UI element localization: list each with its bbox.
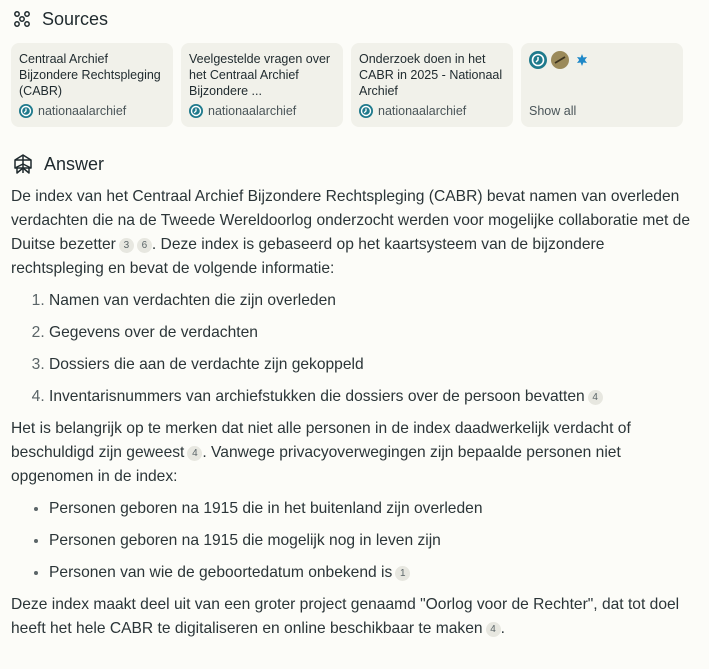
source-cards xyxy=(11,43,698,127)
source-card-domain xyxy=(359,104,466,118)
nationaalarchief-icon xyxy=(529,51,547,69)
source-card-domain-label: nationaalarchief xyxy=(378,104,467,118)
blue-star-icon xyxy=(573,51,591,69)
source-card-1[interactable] xyxy=(11,43,173,127)
perplexity-logo-icon xyxy=(12,153,34,175)
list-item xyxy=(49,353,698,377)
citation-badge[interactable]: 4 xyxy=(187,446,202,461)
paragraph-text: . Vanwege privacyoverwegingen zijn bepaalde personen niet opgenomen in de index: xyxy=(11,444,621,485)
answer-heading: Answer xyxy=(44,153,105,174)
excluded-list xyxy=(11,497,698,585)
list-item-text: Namen van verdachten die zijn overleden xyxy=(49,292,336,309)
show-all-sources-card[interactable] xyxy=(521,43,683,127)
source-card-title: Centraal Archief Bijzondere Rechtspleging (CABR) xyxy=(19,52,161,98)
source-card-domain-label: nationaalarchief xyxy=(38,104,127,118)
list-item xyxy=(49,385,698,409)
answer-paragraph-2 xyxy=(11,417,698,489)
paragraph-text: De index van het Centraal Archief Bijzondere Rechtspleging (CABR) bevat namen van overleden verdachten die na de Tweede Wereldoorlog onderzocht werden voor mogelijke collaboratie met de Duitse bezetter xyxy=(11,188,691,253)
nationaalarchief-icon xyxy=(189,104,203,118)
paragraph-text: Deze index maakt deel uit van een groter project genaamd "Oorlog voor de Rechter", dat tot doel heeft het hele CABR te digitaliseren en online beschikbaar te maken xyxy=(11,596,680,637)
citation-badge[interactable]: 6 xyxy=(137,238,152,253)
info-list xyxy=(11,289,698,409)
answer-paragraph-3 xyxy=(11,593,698,641)
answer-body xyxy=(11,185,698,641)
citation-badge[interactable]: 4 xyxy=(588,390,603,405)
sources-heading: Sources xyxy=(42,8,109,29)
list-item xyxy=(49,289,698,313)
paragraph-text: . Deze index is gebaseerd op het kaartsysteem van de bijzondere rechtspleging en bevat de volgende informatie: xyxy=(11,236,605,277)
citation-badge[interactable]: 4 xyxy=(486,622,501,637)
source-card-3[interactable] xyxy=(351,43,513,127)
source-card-domain xyxy=(19,104,126,118)
sources-header xyxy=(11,0,698,38)
answer-paragraph-1 xyxy=(11,185,698,281)
source-card-title: Veelgestelde vragen over het Centraal Archief Bijzondere ... xyxy=(189,52,331,98)
list-item-text: Inventarisnummers van archiefstukken die dossiers over de persoon bevatten xyxy=(49,388,585,405)
show-all-label: Show all xyxy=(529,104,577,118)
source-card-title: Onderzoek doen in het CABR in 2025 - Nationaal Archief xyxy=(359,52,503,98)
paragraph-text: . xyxy=(500,620,505,637)
nationaalarchief-icon xyxy=(19,104,33,118)
list-item xyxy=(49,561,698,585)
list-item-text: Dossiers die aan de verdachte zijn gekoppeld xyxy=(49,356,364,373)
source-card-2[interactable] xyxy=(181,43,343,127)
answer-header xyxy=(11,149,698,179)
list-item xyxy=(49,529,698,553)
source-card-domain xyxy=(189,104,296,118)
list-item-text: Personen van wie de geboortedatum onbekend is xyxy=(49,564,393,581)
list-item-text: Gegevens over de verdachten xyxy=(49,324,258,341)
brown-seal-icon xyxy=(551,51,569,69)
list-item-text: Personen geboren na 1915 die in het buitenland zijn overleden xyxy=(49,500,483,517)
list-item xyxy=(49,497,698,521)
source-card-domain-label: nationaalarchief xyxy=(208,104,297,118)
paragraph-text: Het is belangrijk op te merken dat niet alle personen in de index daadwerkelijk verdacht of beschuldigd zijn geweest xyxy=(11,420,631,461)
source-favicons xyxy=(529,51,675,69)
citation-badge[interactable]: 1 xyxy=(395,566,410,581)
sources-dots-icon xyxy=(12,9,32,29)
list-item xyxy=(49,321,698,345)
citation-badge[interactable]: 3 xyxy=(119,238,134,253)
list-item-text: Personen geboren na 1915 die mogelijk nog in leven zijn xyxy=(49,532,441,549)
nationaalarchief-icon xyxy=(359,104,373,118)
